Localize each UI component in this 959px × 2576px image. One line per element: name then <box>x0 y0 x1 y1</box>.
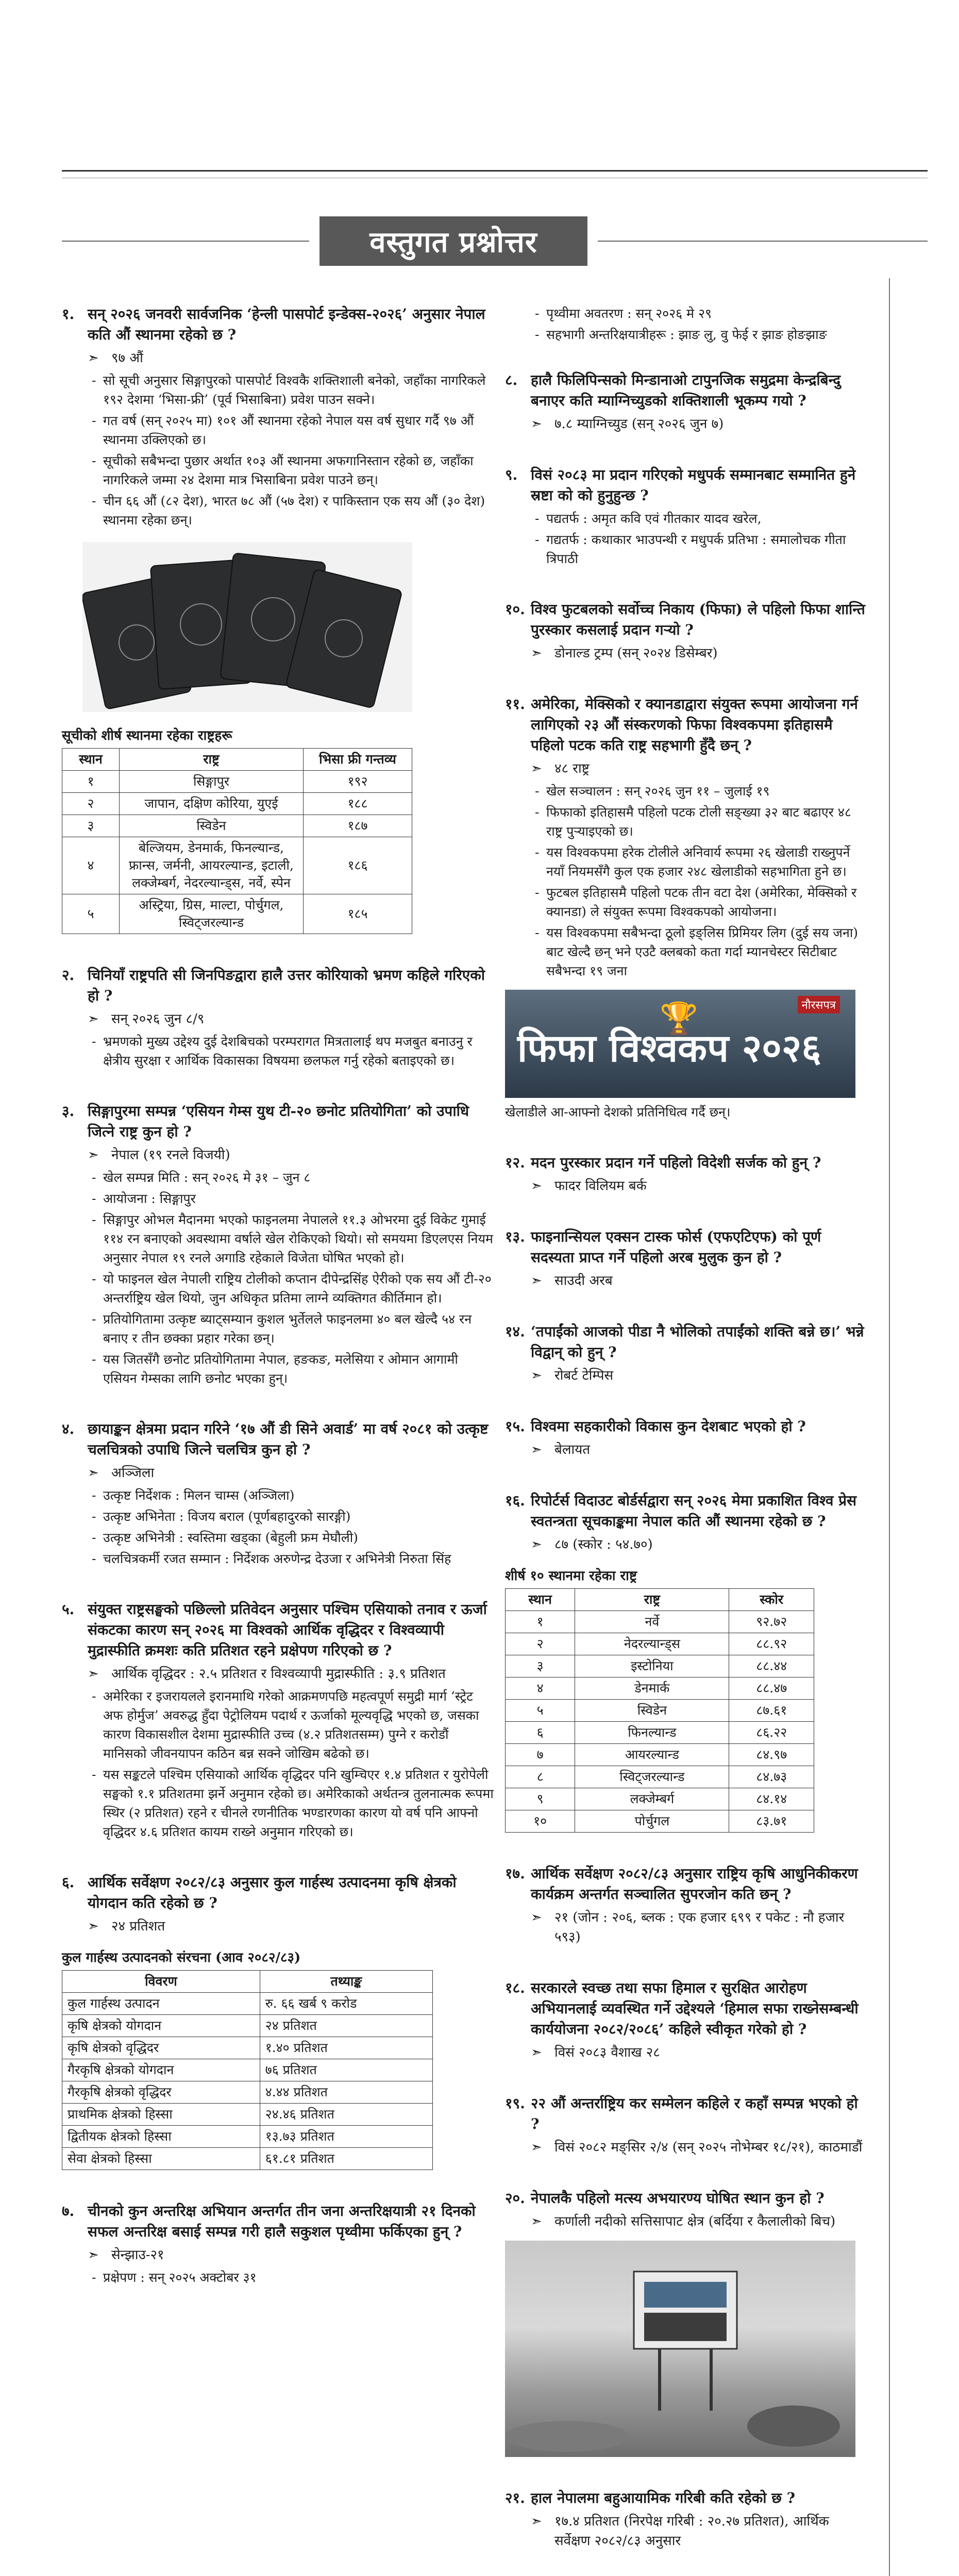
question-11 <box>505 694 866 1122</box>
question-17-title <box>505 1863 866 1905</box>
trophy-icon: 🏆 <box>660 1001 698 1037</box>
question-text: चीनको कुन अन्तरिक्ष अभियान अन्तर्गत तीन जना अन्तरिक्षयात्री २१ दिनको सफल अन्तरिक्ष बसाई सम्पन्न गरी हालै सकुशल पृथ्वीमा फर्किएका हुन् ? <box>88 2202 476 2240</box>
table-cell: १८८ <box>304 793 412 815</box>
question-text: आर्थिक सर्वेक्षण २०८२/८३ अनुसार कुल गार्हस्थ उत्पादनमा कृषि क्षेत्रको योगदान कति रहेको छ ? <box>88 1874 457 1911</box>
table-cell: १.४० प्रतिशत <box>260 2037 432 2059</box>
bullet-list <box>531 304 866 344</box>
answer-text: साउदी अरब <box>554 1273 613 1289</box>
answer <box>505 2138 866 2157</box>
answer-text: ७.८ म्याग्निच्युड (सन् २०२६ जुन ७) <box>554 416 724 432</box>
question-text: फाइनान्सियल एक्सन टास्क फोर्स (एफएटिएफ) को पूर्ण सदस्यता प्राप्त गर्ने पहिलो अरब मुलुक कुन हो ? <box>531 1228 821 1266</box>
question-10-title <box>505 599 866 640</box>
answer-text: सन् २०२६ जुन ८/९ <box>111 1011 205 1027</box>
question-number: १८. <box>505 1979 525 1996</box>
question-number: ११. <box>505 696 525 713</box>
table-cell: लक्जेम्बर्ग <box>575 1788 729 1810</box>
table-cell: सेवा क्षेत्रको हिस्सा <box>62 2148 260 2170</box>
list-item: - फुटबल इतिहासमै पहिलो पटक तीन वटा देश (अमेरिका, मेक्सिको र क्यानडा) ले संयुक्त रूपमा विश्वकपको आयोजना। <box>531 883 866 921</box>
list-item: - फिफाको इतिहासमै पहिलो पटक टोली सङ्ख्या ३२ बाट बढाएर ४८ राष्ट्र पुऱ्याइएको छ। <box>531 803 866 841</box>
answer-text: २१ (जोन : २०६, ब्लक : एक हजार ६९९ र पकेट : नौ हजार ५९३) <box>554 1910 845 1945</box>
answer-text: बेलायत <box>554 1442 591 1458</box>
table-cell: ९२.७२ <box>729 1611 814 1633</box>
list-item: - सूचीको सबैभन्दा पुछार अर्थात १०३ औं स्थानमा अफगानिस्तान रहेको छ, जहाँका नागरिकले जम्मा २४ देशमा मात्र भिसाबिना प्रवेश पाउने छन्। <box>88 451 495 489</box>
list-item: - गत वर्ष (सन् २०२५ मा) १०१ औं स्थानमा रहेको नेपाल यस वर्ष सुधार गर्दै ९७ औं स्थानमा उक्लिएको छ। <box>88 411 495 449</box>
table-cell: ६ <box>506 1722 575 1744</box>
table-cell: पोर्चुगल <box>575 1810 729 1833</box>
table-header-row <box>62 749 412 771</box>
question-9 <box>505 465 866 568</box>
answer <box>62 1145 495 1165</box>
list-item: - सो सूची अनुसार सिङ्गापुरको पासपोर्ट विश्वकै शक्तिशाली बनेको, जहाँका नागरिकले १९२ देशमा ‘भिसा-फ्री’ (पूर्व भिसाबिना) प्रवेश पाउन सक्ने। <box>88 371 495 409</box>
table-title: कुल गार्हस्थ उत्पादनको संरचना (आव २०८२/८३) <box>62 1950 301 1965</box>
question-15-title <box>505 1416 866 1437</box>
list-item: - गद्यतर्फ : कथाकार भाउपन्थी र मधुपर्क प्रतिभा : समालोचक गीता त्रिपाठी <box>531 530 866 568</box>
answer-arrow-icon: ➣ <box>531 2045 542 2060</box>
question-7-continued <box>505 304 866 344</box>
answer <box>505 1908 866 1947</box>
bullet-list <box>88 1032 495 1070</box>
table-cell: १८६ <box>304 837 412 894</box>
answer-text: विसं २०८२ मङ्सिर २/४ (सन् २०२५ नोभेम्बर १८/२१), काठमाडौं <box>554 2140 863 2155</box>
answer-arrow-icon: ➣ <box>531 1537 542 1552</box>
answer-text: सेन्झाउ-२१ <box>111 2247 164 2263</box>
answer <box>505 414 866 434</box>
question-text: हाल नेपालमा बहुआयामिक गरिबी कति रहेको छ ? <box>531 2489 796 2506</box>
list-item: - अमेरिका र इजरायलले इरानमाथि गरेको आक्रमणपछि महत्वपूर्ण समुद्री मार्ग ‘स्ट्रेट अफ होर्मुज’ अवरुद्ध हुँदा पेट्रोलियम पदार्थ र ऊर्जाको मूल्यवृद्धि भएको छ, जसका कारण विकासशील देशमा मुद्रास्फीति उच्च (४.२ प्रतिशतसम्म) पुग्ने र करोडौं मानिसको जीवनयापन कठिन बन्न सक्ने जोखिम बढेको छ। <box>88 1687 495 1763</box>
question-14 <box>505 1321 866 1385</box>
answer-arrow-icon: ➣ <box>88 1011 99 1027</box>
table-row <box>62 1993 433 2015</box>
answer-text: २४ प्रतिशत <box>111 1919 165 1934</box>
table-cell: इस्टोनिया <box>575 1655 729 1677</box>
question-7-title <box>62 2201 495 2242</box>
answer-text: रोबर्ट टेम्पिस <box>554 1368 614 1383</box>
question-text: संयुक्त राष्ट्रसङ्घको पछिल्लो प्रतिवेदन अनुसार पश्चिम एसियाको तनाव र ऊर्जा संकटका कारण सन् २०२६ मा विश्वको आर्थिक वृद्धिदर र विश्वव्यापी मुद्रास्फीति क्रमशः कति प्रतिशत रहने प्रक्षेपण गरिएको छ ? <box>88 1601 487 1659</box>
image-title: फिफा विश्वकप २०२६ <box>517 1026 821 1071</box>
table-row <box>62 837 412 894</box>
question-text: नेपालकै पहिलो मत्स्य अभयारण्य घोषित स्थान कुन हो ? <box>531 2190 825 2207</box>
question-text: विसं २०८३ मा प्रदान गरिएको मधुपर्क सम्मानबाट सम्मानित हुने स्रष्टा को को हुनुहुन्छ ? <box>531 466 856 504</box>
table-cell: २ <box>506 1633 575 1655</box>
table-cell: फिनल्यान्ड <box>575 1722 729 1744</box>
question-10 <box>505 599 866 663</box>
list-item: - खेल सञ्चालन : सन् २०२६ जुन ११ – जुलाई १९ <box>531 782 866 801</box>
table-cell: १० <box>506 1810 575 1833</box>
table-cell: ८८.९२ <box>729 1633 814 1655</box>
answer-text: ९७ औं <box>111 350 143 366</box>
list-item: - उत्कृष्ट अभिनेता : विजय बराल (पूर्णबहादुरको सारङ्गी) <box>88 1507 495 1526</box>
question-number: २१. <box>505 2489 525 2506</box>
question-number: १५. <box>505 1418 525 1435</box>
table-cell: २४ प्रतिशत <box>260 2015 432 2037</box>
bullet-list <box>88 371 495 530</box>
answer-arrow-icon: ➣ <box>531 416 542 432</box>
question-11-title <box>505 694 866 756</box>
question-number: १७. <box>505 1865 525 1882</box>
signboard-icon <box>505 2241 855 2457</box>
question-2-title <box>62 965 495 1006</box>
table-header: स्थान <box>506 1589 575 1611</box>
list-item: - सिङ्गापुर ओभल मैदानमा भएको फाइनलमा नेपालले ११.३ ओभरमा दुई विकेट गुमाई ११४ रन बनाएको अवस्थामा वर्षाले खेल रोकिएको थियो। सो समयमा डिएलएस नियम अनुसार नेपाल १९ रनले अगाडि रहेकाले विजेता घोषित भएको हो। <box>88 1210 495 1267</box>
answer-text: अञ्जिला <box>111 1465 155 1481</box>
question-text: मदन पुरस्कार प्रदान गर्ने पहिलो विदेशी सर्जक को हुन् ? <box>531 1154 821 1171</box>
top-rule <box>62 170 928 172</box>
answer <box>505 2212 866 2231</box>
answer <box>505 1366 866 1385</box>
table-cell: ४.४४ प्रतिशत <box>260 2081 432 2104</box>
table-cell: ३ <box>506 1655 575 1677</box>
table-title: सूचीको शीर्ष स्थानमा रहेका राष्ट्रहरू <box>62 728 232 743</box>
answer-arrow-icon: ➣ <box>531 2140 542 2155</box>
list-item: - खेल सम्पन्न मिति : सन् २०२६ मे ३१ – जुन ८ <box>88 1168 495 1187</box>
bullet-list <box>88 1486 495 1568</box>
question-number: १३. <box>505 1228 525 1245</box>
table-row <box>506 1700 814 1722</box>
answer-arrow-icon: ➣ <box>88 1465 99 1481</box>
question-7 <box>62 2201 495 2287</box>
table-header: विवरण <box>62 1971 260 1993</box>
bullet-list <box>88 2268 495 2287</box>
table-cell: ८३.७१ <box>729 1810 814 1833</box>
bullet-list <box>88 1687 495 1841</box>
answer <box>505 2043 866 2062</box>
question-text: सरकारले स्वच्छ तथा सफा हिमाल र सुरक्षित आरोहण अभियानलाई व्यवस्थित गर्ने उद्देश्यले ‘हिमाल सफा राख्नेसम्बन्धी कार्ययोजना २०८२/२०८६’ कहिले स्वीकृत गरेको हो ? <box>531 1979 859 2038</box>
list-item: - पृथ्वीमा अवतरण : सन् २०२६ मे २९ <box>531 304 866 323</box>
answer-arrow-icon: ➣ <box>531 646 542 661</box>
table-cell: स्विट्जरल्यान्ड <box>575 1766 729 1788</box>
table-cell: आयरल्यान्ड <box>575 1744 729 1766</box>
question-19-title <box>505 2093 866 2134</box>
question-20 <box>505 2188 866 2457</box>
table-cell: १ <box>506 1611 575 1633</box>
table-row <box>62 815 412 837</box>
table-cell: सिङ्गापुर <box>120 771 304 793</box>
list-item: - पद्यतर्फ : अमृत कवि एवं गीतकार यादव खरेल, <box>531 509 866 528</box>
right-column <box>505 304 866 2576</box>
answer <box>505 759 866 778</box>
table-cell: ५ <box>62 894 120 934</box>
list-item: - उत्कृष्ट अभिनेत्री : स्वस्तिमा खड्का (बेहुली फ्रम मेघौली) <box>88 1528 495 1547</box>
table-row <box>62 2148 433 2170</box>
table-row <box>62 2015 433 2037</box>
list-item: - उत्कृष्ट निर्देशक : मिलन चाम्स (अञ्जिला) <box>88 1486 495 1505</box>
table-cell: गैरकृषि क्षेत्रको वृद्धिदर <box>62 2081 260 2104</box>
answer-arrow-icon: ➣ <box>531 1442 542 1458</box>
question-8-title <box>505 370 866 411</box>
table-cell: ८८.४४ <box>729 1655 814 1677</box>
answer-text: आर्थिक वृद्धिदर : २.५ प्रतिशत र विश्वव्यापी मुद्रास्फीति : ३.९ प्रतिशत <box>111 1666 446 1682</box>
table-row <box>62 2059 433 2081</box>
table-cell: ४ <box>506 1677 575 1700</box>
answer-text: १७.४ प्रतिशत (निरपेक्ष गरिबी : २०.२७ प्रतिशत), आर्थिक सर्वेक्षण २०८२/८३ अनुसार <box>554 2514 829 2549</box>
question-number: ४. <box>62 1420 75 1437</box>
answer-text: डोनाल्ड ट्रम्प (सन् २०२४ डिसेम्बर) <box>554 646 718 661</box>
list-item: - भ्रमणको मुख्य उद्देश्य दुई देशबिचको परम्परागत मित्रतालाई थप मजबुत बनाउनु र क्षेत्रीय सुरक्षा र आर्थिक विकासका विषयमा छलफल गर्नु रहेको बताइएको छ। <box>88 1032 495 1070</box>
question-20-title <box>505 2188 866 2209</box>
answer <box>62 1917 495 1936</box>
question-12-title <box>505 1153 866 1173</box>
table-cell: कृषि क्षेत्रको योगदान <box>62 2015 260 2037</box>
table-cell: १३.७३ प्रतिशत <box>260 2126 432 2148</box>
question-number: ७. <box>62 2202 75 2219</box>
list-item: - सहभागी अन्तरिक्षयात्रीहरू : झाङ लु, वु फेई र झाङ होङझाङ <box>531 325 866 344</box>
question-5-title <box>62 1599 495 1661</box>
question-text: सन् २०२६ जनवरी सार्वजनिक ‘हेन्ली पासपोर्ट इन्डेक्स-२०२६’ अनुसार नेपाल कति औं स्थानमा रहेको छ ? <box>88 306 485 343</box>
table-row <box>62 2126 433 2148</box>
table-header-row <box>506 1589 814 1611</box>
world-cup-photo <box>505 990 855 1098</box>
question-text: विश्व फुटबलको सर्वोच्च निकाय (फिफा) ले पहिलो फिफा शान्ति पुरस्कार कसलाई प्रदान गर्‍यो ? <box>531 601 865 638</box>
section-banner: वस्तुगत प्रश्नोत्तर <box>319 216 587 266</box>
question-16 <box>505 1490 866 1833</box>
answer-arrow-icon: ➣ <box>88 350 99 366</box>
question-15 <box>505 1416 866 1460</box>
answer-text: विसं २०८३ वैशाख २८ <box>554 2045 660 2060</box>
table-cell: १८५ <box>304 894 412 934</box>
answer <box>505 1440 866 1460</box>
question-number: १०. <box>505 601 525 618</box>
table-cell: ८८.४७ <box>729 1677 814 1700</box>
table-cell: जापान, दक्षिण कोरिया, युएई <box>120 793 304 815</box>
question-text: चिनियाँ राष्ट्रपति सी जिनपिङद्वारा हालै उत्तर कोरियाको भ्रमण कहिले गरिएको हो ? <box>88 967 485 1004</box>
answer-arrow-icon: ➣ <box>531 2514 542 2529</box>
list-item: - प्रक्षेपण : सन् २०२५ अक्टोबर ३१ <box>88 2268 495 2287</box>
table-row <box>506 1677 814 1700</box>
question-text: ‘तपाईंको आजको पीडा नै भोलिको तपाईंको शक्ति बन्ने छ।’ भन्ने विद्वान् को हुन् ? <box>531 1323 864 1361</box>
table-header: स्कोर <box>729 1589 814 1611</box>
question-number: १४. <box>505 1323 525 1340</box>
table-row <box>62 894 412 934</box>
table-cell: स्विडेन <box>575 1700 729 1722</box>
table-cell: कुल गार्हस्थ उत्पादन <box>62 1993 260 2015</box>
answer-arrow-icon: ➣ <box>88 2247 99 2263</box>
passport-table <box>62 748 412 934</box>
table-cell: डेनमार्क <box>575 1677 729 1700</box>
question-21-title <box>505 2488 866 2509</box>
table-cell: १८७ <box>304 815 412 837</box>
bullet-list <box>88 1168 495 1388</box>
table-cell: नेदरल्यान्ड्स <box>575 1633 729 1655</box>
table-cell: ९ <box>506 1788 575 1810</box>
answer-arrow-icon: ➣ <box>88 1666 99 1682</box>
table-header-row <box>62 1971 433 1993</box>
table-cell: २४.४६ प्रतिशत <box>260 2104 432 2126</box>
list-item: - यो फाइनल खेल नेपाली राष्ट्रिय टोलीको कप्तान दीपेन्द्रसिंह ऐरीको एक सय औं टी-२० अन्तर्राष्ट्रिय खेल थियो, जुन अधिकृत प्रतिमा लाग्ने व्यक्तिगत कीर्तिमान हो। <box>88 1269 495 1308</box>
answer <box>505 1535 866 1554</box>
answer-text: कर्णाली नदीको सत्तिसापाट क्षेत्र (बर्दिया र कैलालीको बिच) <box>554 2214 836 2229</box>
table-cell: ५ <box>506 1700 575 1722</box>
gdp-table <box>62 1970 433 2170</box>
question-text: सिङ्गापुरमा सम्पन्न ‘एसियन गेम्स युथ टी-२० छनोट प्रतियोगिता’ को उपाधि जित्ने राष्ट्र कुन हो ? <box>88 1103 469 1140</box>
table-cell: ७६ प्रतिशत <box>260 2059 432 2081</box>
table-row <box>506 1810 814 1833</box>
sidebar-rule <box>889 278 890 2576</box>
list-item: - चलचित्रकर्मी रजत सम्मान : निर्देशक अरुणेन्द्र देउजा र अभिनेत्री निरुता सिंह <box>88 1549 495 1568</box>
question-text: २२ औं अन्तर्राष्ट्रिय कर सम्मेलन कहिले र कहाँ सम्पन्न भएको हो ? <box>531 2095 858 2132</box>
question-number: ५. <box>62 1601 75 1618</box>
list-item: - चीन ६६ औं (८२ देश), भारत ७८ औं (५७ देश) र पाकिस्तान एक सय औं (३० देश) स्थानमा रहेका छन्। <box>88 492 495 530</box>
answer-text: नेपाल (१९ रनले विजयी) <box>111 1147 230 1163</box>
table-row <box>506 1744 814 1766</box>
banner-line-left <box>62 241 309 242</box>
answer-arrow-icon: ➣ <box>531 1273 542 1289</box>
answer-arrow-icon: ➣ <box>88 1919 99 1934</box>
table-cell: कृषि क्षेत्रको वृद्धिदर <box>62 2037 260 2059</box>
question-number: १. <box>62 306 75 323</box>
table-header: भिसा फ्री गन्तव्य <box>304 749 412 771</box>
table-cell: ७ <box>506 1744 575 1766</box>
table-cell: ८४.१४ <box>729 1788 814 1810</box>
question-4 <box>62 1419 495 1568</box>
question-2 <box>62 965 495 1070</box>
table-cell: ८७.६१ <box>729 1700 814 1722</box>
question-number: १९. <box>505 2095 525 2112</box>
question-1 <box>62 304 495 934</box>
table-row <box>506 1611 814 1633</box>
question-1-title <box>62 304 495 345</box>
table-cell: गैरकृषि क्षेत्रको योगदान <box>62 2059 260 2081</box>
question-8 <box>505 370 866 434</box>
table-cell: रु. ६६ खर्ब ९ करोड <box>260 1993 432 2015</box>
answer <box>62 1463 495 1483</box>
answer <box>62 2245 495 2265</box>
question-number: ३. <box>62 1103 75 1120</box>
table-header: तथ्याङ्क <box>260 1971 432 1993</box>
table-cell: नर्वे <box>575 1611 729 1633</box>
table-cell: ८ <box>506 1766 575 1788</box>
table-cell: ३ <box>62 815 120 837</box>
table-cell: २ <box>62 793 120 815</box>
question-text: आर्थिक सर्वेक्षण २०८२/८३ अनुसार राष्ट्रिय कृषि आधुनिकीकरण कार्यक्रम अन्तर्गत सञ्चालित सुपरजोन कति छन् ? <box>531 1865 858 1903</box>
question-text: हालै फिलिपिन्सको मिन्डानाओ टापुनजिक समुद्रमा केन्द्रबिन्दु बनाएर कति म्याग्निच्युडको शक्तिशाली भूकम्प गयो ? <box>531 371 841 409</box>
question-number: १२. <box>505 1154 525 1171</box>
table-header: राष्ट्र <box>575 1589 729 1611</box>
passport-photo <box>82 542 412 712</box>
table-cell: ८६.२२ <box>729 1722 814 1744</box>
answer <box>505 2512 866 2551</box>
question-3-title <box>62 1101 495 1142</box>
question-6 <box>62 1872 495 2170</box>
table-cell: बेल्जियम, डेनमार्क, फिनल्यान्ड, फ्रान्स, जर्मनी, आयरल्यान्ड, इटाली, लक्जेम्बर्ग, नेदरल्यान्ड्स, नर्वे, स्पेन <box>120 837 304 894</box>
table-cell: १ <box>62 771 120 793</box>
question-17 <box>505 1863 866 1947</box>
question-number: ८. <box>505 371 518 388</box>
question-21 <box>505 2488 866 2551</box>
question-number: १६. <box>505 1492 525 1509</box>
answer <box>505 1176 866 1196</box>
question-text: रिपोर्टर्स विदाउट बोर्डर्सद्वारा सन् २०२६ मेमा प्रकाशित विश्व प्रेस स्वतन्त्रता सूचकाङ्कमा नेपाल कति औं स्थानमा रहेको छ ? <box>531 1492 857 1530</box>
answer-arrow-icon: ➣ <box>531 1178 542 1194</box>
question-text: छायाङ्कन क्षेत्रमा प्रदान गरिने ‘१७ औं डी सिने अवार्ड’ मा वर्ष २०८१ को उत्कृष्ट चलचित्रको उपाधि जित्ने चलचित्र कुन हो ? <box>88 1420 489 1458</box>
table-header: स्थान <box>62 749 120 771</box>
table-cell: स्विडेन <box>120 815 304 837</box>
answer <box>505 643 866 663</box>
table-row <box>62 793 412 815</box>
table-header: राष्ट्र <box>120 749 304 771</box>
table-row <box>506 1766 814 1788</box>
table-cell: ४ <box>62 837 120 894</box>
passport-stack-icon <box>82 542 412 712</box>
left-column <box>62 304 495 2318</box>
question-text: विश्वमा सहकारीको विकास कुन देशबाट भएको हो ? <box>531 1418 806 1435</box>
table-row <box>62 2104 433 2126</box>
table-cell: ८४.९७ <box>729 1744 814 1766</box>
list-item: - यस विश्वकपमा हरेक टोलीले अनिवार्य रूपमा २६ खेलाडी राख्नुपर्ने नयाँ नियमसँगै कुल एक हजार २४८ खेलाडीको सहभागिता हुने छ। <box>531 843 866 881</box>
bullet-list <box>531 782 866 980</box>
answer-arrow-icon: ➣ <box>88 1147 99 1163</box>
answer <box>62 1664 495 1684</box>
fish-sanctuary-photo <box>505 2241 855 2457</box>
answer-arrow-icon: ➣ <box>531 761 542 776</box>
image-tag: नौरसपत्र <box>798 996 840 1013</box>
question-16-title <box>505 1490 866 1532</box>
table-cell: द्वितीयक क्षेत्रको हिस्सा <box>62 2126 260 2148</box>
table-row <box>506 1655 814 1677</box>
question-9-title <box>505 465 866 506</box>
question-13-title <box>505 1227 866 1268</box>
table-cell: ८४.७३ <box>729 1766 814 1788</box>
question-number: २०. <box>505 2190 525 2207</box>
list-item: - आयोजना : सिङ्गापुर <box>88 1189 495 1208</box>
question-18 <box>505 1978 866 2062</box>
question-number: २. <box>62 967 75 984</box>
table-row <box>506 1633 814 1655</box>
list-item: - यस सङ्कटले पश्चिम एसियाको आर्थिक वृद्धिदर पनि खुम्चिएर १.४ प्रतिशत र युरोपेली सङ्घको १.१ प्रतिशतमा झर्ने अनुमान रहेको छ। अमेरिकाको अर्थतन्त्र तुलनात्मक रूपमा स्थिर (२ प्रतिशत) रहने र चीनले रणनीतिक भण्डारणका कारण यो वर्ष पनि आफ्नो वृद्धिदर ४.६ प्रतिशत कायम राख्ने अनुमान गरिएको छ। <box>88 1765 495 1841</box>
question-5 <box>62 1599 495 1841</box>
answer <box>62 1009 495 1029</box>
press-freedom-table <box>505 1588 814 1833</box>
banner-line-right <box>598 241 928 242</box>
table-row <box>62 771 412 793</box>
question-6-title <box>62 1872 495 1913</box>
question-14-title <box>505 1321 866 1363</box>
question-number: ९. <box>505 466 518 483</box>
answer <box>505 1271 866 1291</box>
question-text: अमेरिका, मेक्सिको र क्यानडाद्वारा संयुक्त रूपमा आयोजना गर्न लागिएको २३ औं संस्करणको फिफा विश्वकपमा इतिहासमै पहिलो पटक कति राष्ट्र सहभागी हुँदै छन् ? <box>531 696 858 754</box>
bullet-list <box>531 509 866 568</box>
answer-text: ८७ (स्कोर : ५४.७०) <box>554 1537 653 1552</box>
list-item: - प्रतियोगितामा उत्कृष्ट ब्याट्सम्यान कुशल भुर्तेलले फाइनलमा ४० बल खेल्दै ५४ रन बनाए र तीन छक्का प्रहार गरेका छन्। <box>88 1310 495 1348</box>
table-row <box>62 2081 433 2104</box>
table-row <box>506 1788 814 1810</box>
table-row <box>506 1722 814 1744</box>
question-19 <box>505 2093 866 2157</box>
answer-text: ४८ राष्ट्र <box>554 761 590 776</box>
list-item: - यस विश्वकपमा सबैभन्दा ठूलो इङ्लिस प्रिमियर लिग (दुई सय जना) बाट खेल्दै छन् भने एउटै क्लबको कता गर्दा म्यानचेस्टर सिटीबाट सबैभन्दा १९ जना <box>531 923 866 980</box>
answer-arrow-icon: ➣ <box>531 1368 542 1383</box>
question-13 <box>505 1227 866 1291</box>
question-4-title <box>62 1419 495 1460</box>
table-cell: प्राथमिक क्षेत्रको हिस्सा <box>62 2104 260 2126</box>
table-row <box>62 2037 433 2059</box>
table-cell: ६१.८१ प्रतिशत <box>260 2148 432 2170</box>
question-3 <box>62 1101 495 1388</box>
question-number: ६. <box>62 1874 75 1891</box>
table-cell: १९२ <box>304 771 412 793</box>
answer <box>62 348 495 368</box>
question-12 <box>505 1153 866 1196</box>
answer-text: फादर विलियम बर्क <box>554 1178 647 1194</box>
image-caption: खेलाडीले आ-आफ्नो देशको प्रतिनिधित्व गर्दै छन्। <box>505 1105 731 1120</box>
question-18-title <box>505 1978 866 2040</box>
answer-arrow-icon: ➣ <box>531 1910 542 1925</box>
answer-arrow-icon: ➣ <box>531 2214 542 2229</box>
table-title: शीर्ष १० स्थानमा रहेका राष्ट्र <box>505 1568 637 1584</box>
list-item: - यस जितसँगै छनोट प्रतियोगितामा नेपाल, हङकङ, मलेसिया र ओमान आगामी एसियन गेम्सका लागि छनोट भएका हुन्। <box>88 1350 495 1388</box>
table-cell: अस्ट्रिया, ग्रिस, माल्टा, पोर्चुगल, स्विट्जरल्यान्ड <box>120 894 304 934</box>
